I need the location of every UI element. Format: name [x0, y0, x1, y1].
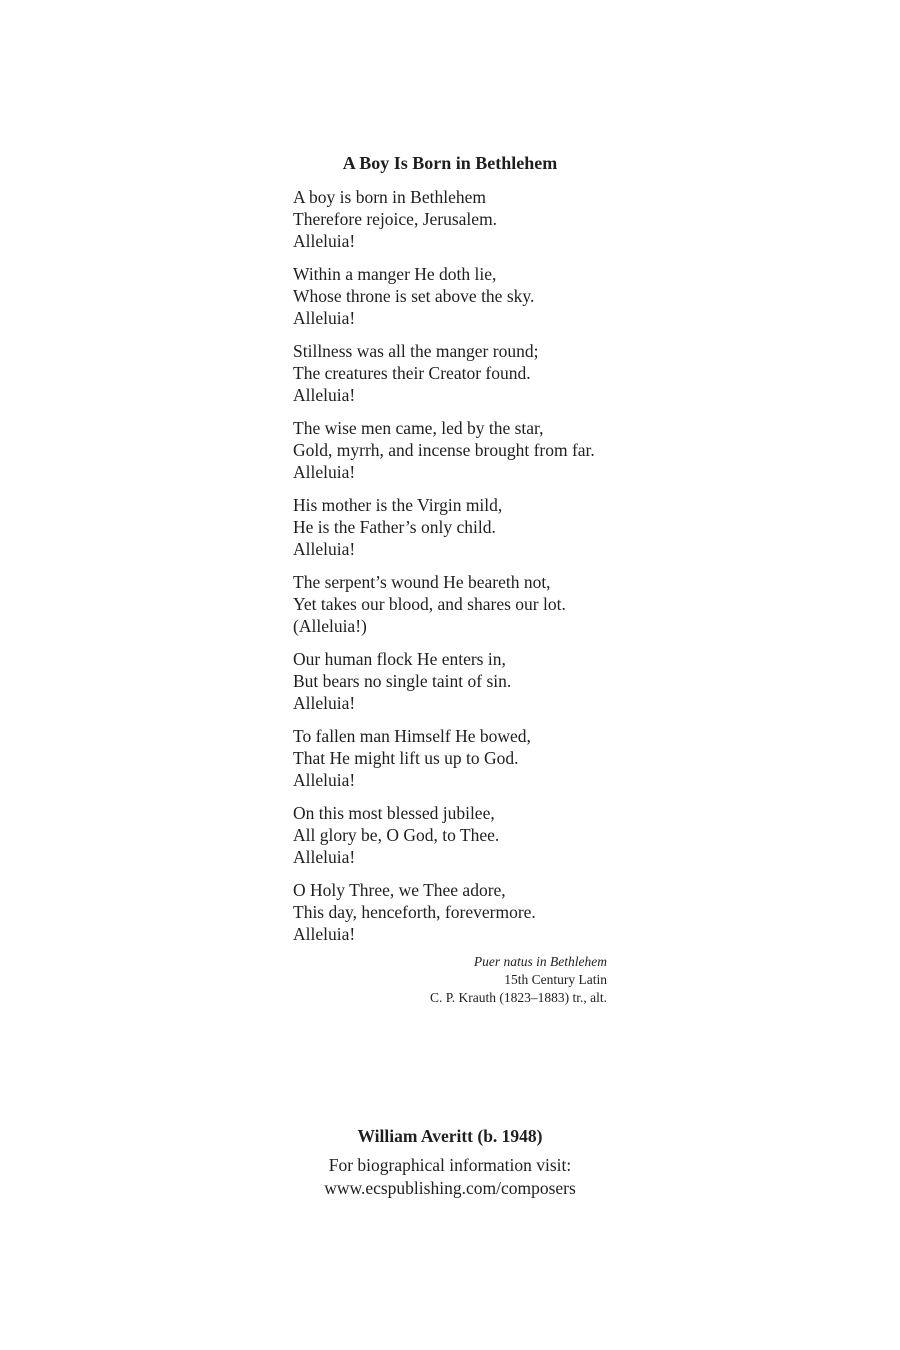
stanza-line: But bears no single taint of sin.	[293, 671, 512, 691]
stanza-line: Alleluia!	[293, 308, 356, 328]
composer-section	[0, 1124, 900, 1200]
source-title: Puer natus in Bethlehem	[473, 954, 607, 969]
stanza-line: All glory be, O God, to Thee.	[293, 825, 500, 845]
stanza-line: Stillness was all the manger round;	[293, 341, 539, 361]
stanza-line: His mother is the Virgin mild,	[293, 495, 503, 515]
stanza-line: To fallen man Himself He bowed,	[293, 726, 531, 746]
stanza-line: Alleluia!	[293, 693, 356, 713]
composer-info-url: www.ecspublishing.com/composers	[324, 1178, 576, 1198]
source-origin: 15th Century Latin	[504, 972, 607, 987]
stanza-line: The serpent’s wound He beareth not,	[293, 572, 551, 592]
poem-title: A Boy Is Born in Bethlehem	[342, 153, 558, 173]
stanza-line: Within a manger He doth lie,	[293, 264, 497, 284]
stanza-line: Alleluia!	[293, 231, 356, 251]
stanza-9	[293, 802, 653, 868]
stanza-10	[293, 879, 653, 945]
stanza-line: Alleluia!	[293, 770, 356, 790]
stanza-line: Alleluia!	[293, 847, 356, 867]
stanza-line: He is the Father’s only child.	[293, 517, 496, 537]
stanza-6	[293, 571, 653, 637]
stanza-1	[293, 186, 653, 252]
composer-info-line-1: For biographical information visit:	[328, 1155, 572, 1175]
stanza-line: O Holy Three, we Thee adore,	[293, 880, 506, 900]
translator-credit: C. P. Krauth (1823–1883) tr., alt.	[430, 990, 607, 1005]
stanza-7	[293, 648, 653, 714]
stanza-line: The wise men came, led by the star,	[293, 418, 544, 438]
text-attribution	[300, 953, 607, 1007]
stanza-line: Our human flock He enters in,	[293, 649, 506, 669]
stanza-line: Alleluia!	[293, 462, 356, 482]
stanza-line: Gold, myrrh, and incense brought from far.	[293, 440, 595, 460]
stanza-line: This day, henceforth, forevermore.	[293, 902, 536, 922]
stanza-line: On this most blessed jubilee,	[293, 803, 495, 823]
stanza-3	[293, 340, 653, 406]
stanza-4	[293, 417, 653, 483]
stanza-line: A boy is born in Bethlehem	[293, 187, 486, 207]
composer-name: William Averitt (b. 1948)	[357, 1126, 543, 1146]
stanza-5	[293, 494, 653, 560]
stanza-line: (Alleluia!)	[293, 616, 367, 636]
poem-stanzas	[293, 186, 653, 956]
stanza-line: Yet takes our blood, and shares our lot.	[293, 594, 566, 614]
stanza-line: Alleluia!	[293, 924, 356, 944]
stanza-2	[293, 263, 653, 329]
stanza-8	[293, 725, 653, 791]
stanza-line: Alleluia!	[293, 385, 356, 405]
stanza-line: The creatures their Creator found.	[293, 363, 531, 383]
stanza-line: Whose throne is set above the sky.	[293, 286, 535, 306]
stanza-line: Alleluia!	[293, 539, 356, 559]
stanza-line: That He might lift us up to God.	[293, 748, 519, 768]
stanza-line: Therefore rejoice, Jerusalem.	[293, 209, 498, 229]
